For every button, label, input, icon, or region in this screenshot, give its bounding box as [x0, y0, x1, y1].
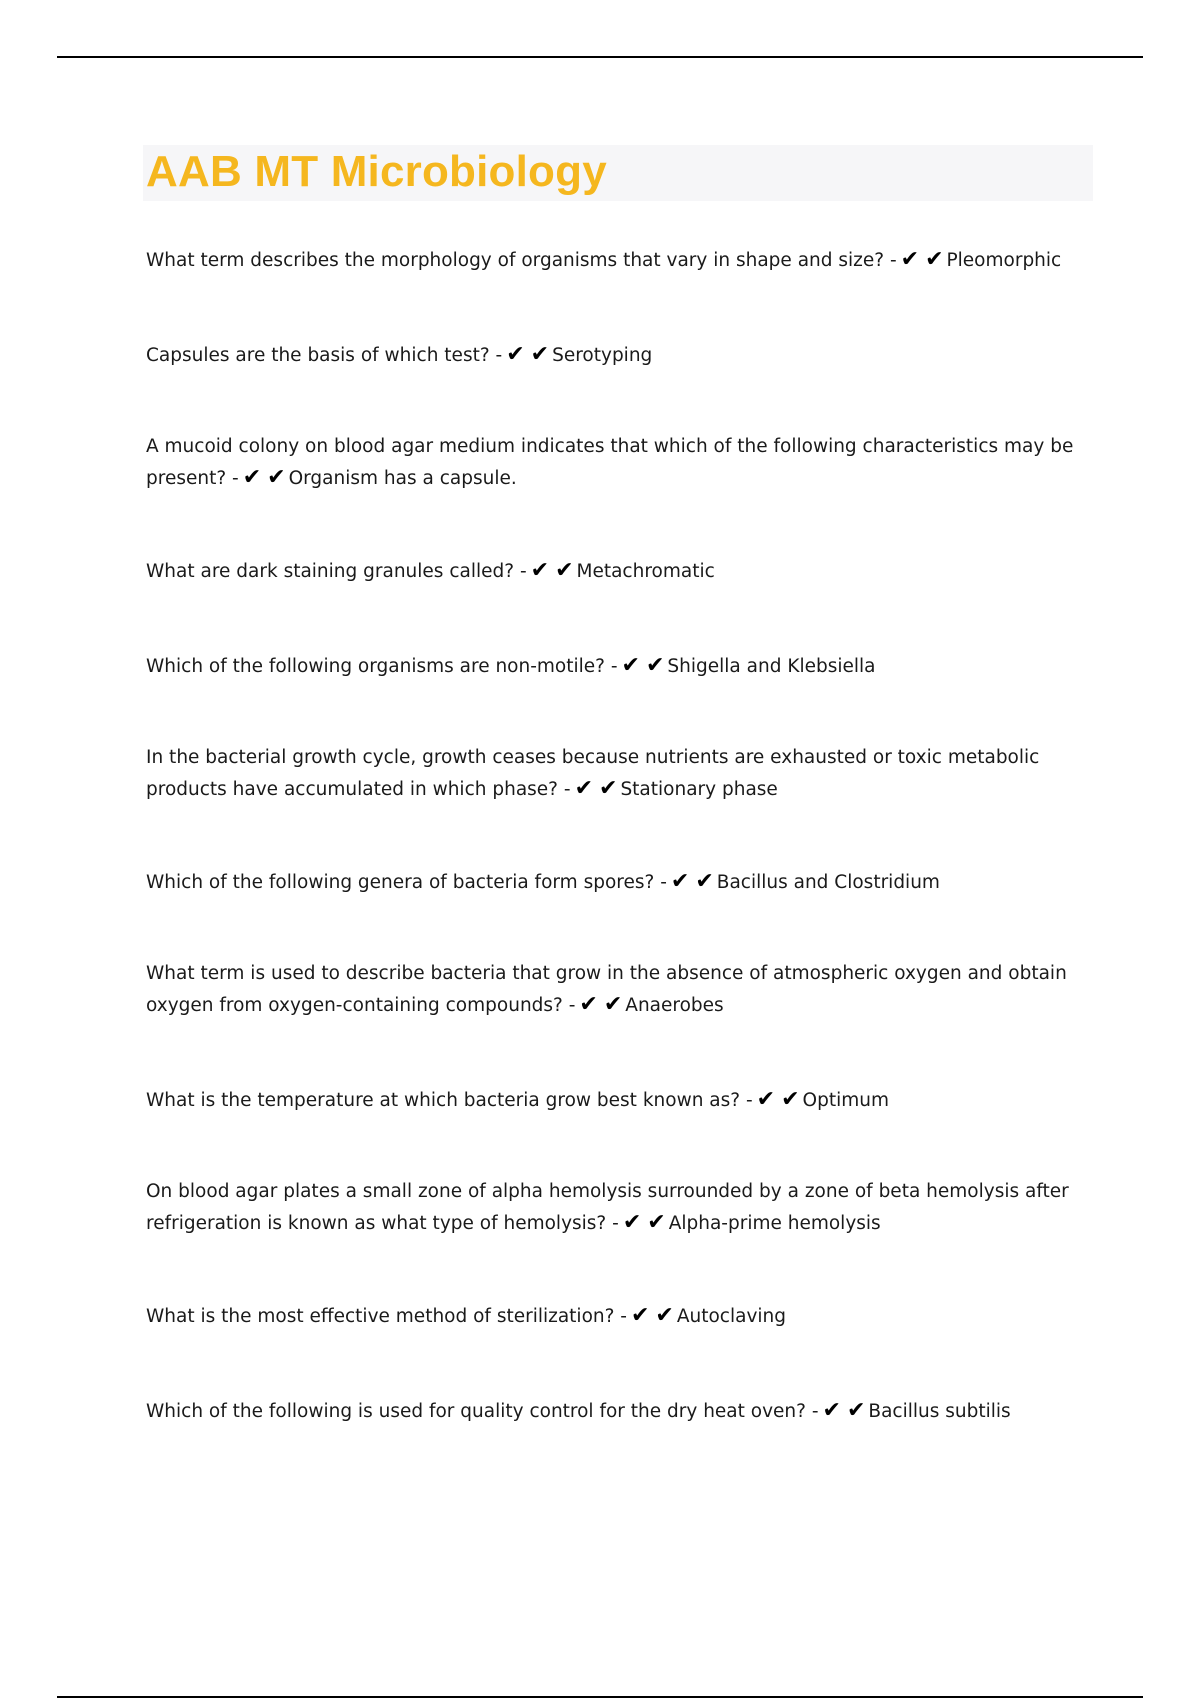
check-icon: ✔	[647, 1210, 666, 1235]
answer-text: Bacillus subtilis	[868, 1401, 1011, 1422]
check-icon: ✔	[655, 1303, 674, 1328]
top-rule	[57, 56, 1143, 58]
question-text: In the bacterial growth cycle, growth ceases because nutrients are exhausted or toxic metabolic products have accumulated in which phase? -	[146, 747, 1040, 800]
check-icon: ✔	[603, 992, 623, 1017]
question-text: On blood agar plates a small zone of alpha hemolysis surrounded by a zone of beta hemolysis after refrigeration is known as what type of hemolysis? -	[146, 1181, 1069, 1234]
check-icon: ✔	[599, 776, 618, 801]
answer-text: Bacillus and Clostridium	[716, 872, 940, 893]
qa-item-12	[146, 1396, 1076, 1428]
qa-item-2	[146, 340, 1076, 372]
qa-item-9	[146, 1085, 1076, 1117]
question-text: Capsules are the basis of which test? -	[146, 345, 503, 366]
answer-text: Organism has a capsule.	[288, 468, 517, 489]
check-icon: ✔	[555, 558, 574, 583]
question-text: Which of the following genera of bacteria form spores? -	[146, 872, 667, 893]
qa-item-8	[146, 958, 1076, 1022]
question-text: What is the temperature at which bacteria grow best known as? -	[146, 1090, 753, 1111]
question-text: Which of the following organisms are non-motile? -	[146, 656, 618, 677]
qa-item-3	[146, 431, 1076, 495]
check-icon: ✔	[846, 1398, 866, 1423]
answer-text: Autoclaving	[676, 1306, 787, 1327]
check-icon: ✔	[530, 558, 550, 583]
answer-text: Anaerobes	[625, 995, 724, 1016]
check-icon: ✔	[574, 776, 593, 801]
bottom-rule	[57, 1696, 1143, 1698]
question-text: What is the most effective method of sterilization? -	[146, 1306, 627, 1327]
qa-item-11	[146, 1301, 1076, 1333]
check-icon: ✔	[645, 653, 665, 678]
page-title: AAB MT Microbiology	[146, 147, 607, 196]
check-icon: ✔	[267, 465, 286, 490]
question-text: A mucoid colony on blood agar medium indicates that which of the following characteristics may be present? -	[146, 436, 1074, 489]
qa-item-5	[146, 651, 1076, 683]
answer-text: Optimum	[802, 1090, 890, 1111]
qa-item-10	[146, 1176, 1076, 1240]
answer-text: Metachromatic	[576, 561, 715, 582]
check-icon: ✔	[530, 342, 550, 367]
check-icon: ✔	[506, 342, 525, 367]
check-icon: ✔	[670, 869, 690, 894]
check-icon: ✔	[756, 1087, 776, 1112]
answer-text: Shigella and Klebsiella	[667, 656, 876, 677]
check-icon: ✔	[822, 1398, 841, 1423]
check-icon: ✔	[925, 247, 944, 272]
check-icon: ✔	[781, 1087, 800, 1112]
question-text: What term describes the morphology of organisms that vary in shape and size? -	[146, 250, 897, 271]
check-icon: ✔	[579, 992, 598, 1017]
check-icon: ✔	[900, 247, 920, 272]
check-icon: ✔	[622, 1210, 642, 1235]
question-text: What are dark staining granules called? -	[146, 561, 527, 582]
qa-item-1	[146, 245, 1076, 277]
qa-item-4	[146, 556, 1076, 588]
qa-item-7	[146, 867, 1076, 899]
check-icon: ✔	[621, 653, 640, 678]
answer-text: Pleomorphic	[946, 250, 1062, 271]
question-text: What term is used to describe bacteria that grow in the absence of atmospheric oxygen and obtain oxygen from oxygen-containing compounds? -	[146, 963, 1067, 1016]
check-icon: ✔	[695, 869, 714, 894]
check-icon: ✔	[630, 1303, 650, 1328]
answer-text: Alpha-prime hemolysis	[668, 1213, 881, 1234]
qa-item-6	[146, 742, 1076, 806]
question-text: Which of the following is used for quality control for the dry heat oven? -	[146, 1401, 819, 1422]
answer-text: Stationary phase	[620, 779, 778, 800]
answer-text: Serotyping	[552, 345, 653, 366]
check-icon: ✔	[242, 465, 262, 490]
